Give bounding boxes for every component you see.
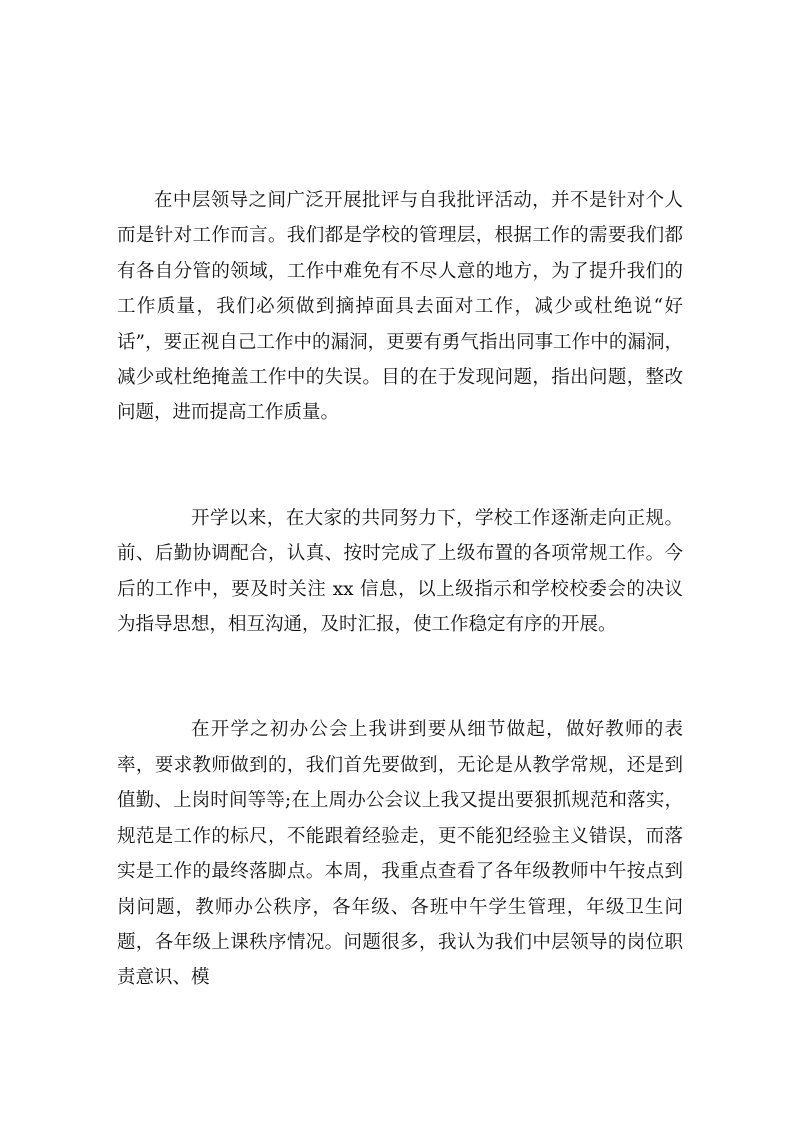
document-body	[117, 183, 683, 996]
paragraph-since-semester-start: 开学以来，在大家的共同努力下，学校工作逐渐走向正规。前、后勤协调配合，认真、按时完成了上级布置的各项常规工作。今后的工作中，要及时关注 xx 信息，以上级指示和学校校委会的决议为指导思想，相互沟通，及时汇报，使工作稳定有序的开展。	[117, 507, 683, 636]
paragraph-details-and-implementation: 在开学之初办公会上我讲到要从细节做起，做好教师的表率，要求教师做到的，我们首先要做到，无论是从教学常规，还是到值勤、上岗时间等等;在上周办公会议上我又提出要狠抓规范和落实，规范是工作的标尺，不能跟着经验走，更不能犯经验主义错误，而落实是工作的最终落脚点。本周，我重点查看了各年级教师中午按点到岗问题，教师办公秩序，各年级、各班中午学生管理，年级卫生问题，各年级上课秩序情况。问题很多，我认为我们中层领导的岗位职责意识、模	[117, 719, 683, 989]
paragraph-criticism: 在中层领导之间广泛开展批评与自我批评活动，并不是针对个人而是针对工作而言。我们都是学校的管理层，根据工作的需要我们都有各自分管的领域，工作中难免有不尽人意的地方，为了提升我们的工作质量，我们必须做到摘掉面具去面对工作，减少或杜绝说“好话”，要正视自己工作中的漏洞，更要有勇气指出同事工作中的漏洞，减少或杜绝掩盖工作中的失误。目的在于发现问题，指出问题，整改问题，进而提高工作质量。	[117, 190, 683, 424]
